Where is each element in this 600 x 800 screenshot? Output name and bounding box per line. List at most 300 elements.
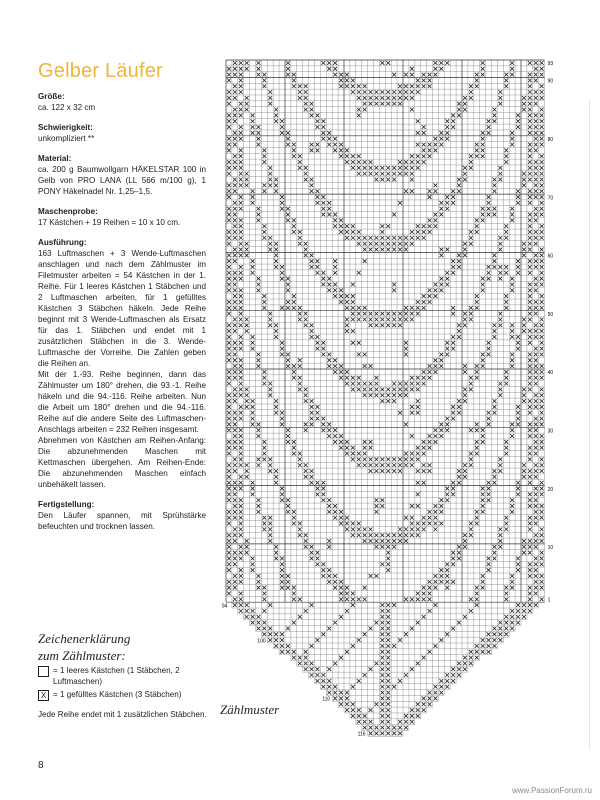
filled-cell xyxy=(392,166,396,170)
filled-cell xyxy=(516,405,520,409)
filled-cell xyxy=(493,323,497,327)
filled-cell xyxy=(528,78,532,82)
filled-cell xyxy=(481,638,485,642)
filled-cell xyxy=(321,195,325,199)
filled-cell xyxy=(528,201,532,205)
filled-cell xyxy=(239,440,243,444)
filled-cell xyxy=(522,609,526,613)
filled-cell xyxy=(422,516,426,520)
filled-cell xyxy=(504,148,508,152)
filled-cell xyxy=(422,376,426,380)
filled-cell xyxy=(239,84,243,88)
filled-cell xyxy=(522,399,526,403)
filled-cell xyxy=(351,224,355,228)
filled-cell xyxy=(257,353,261,357)
filled-cell xyxy=(375,318,379,322)
filled-cell xyxy=(516,189,520,193)
filled-cell xyxy=(239,154,243,158)
filled-cell xyxy=(540,527,544,531)
filled-cell xyxy=(321,283,325,287)
filled-cell xyxy=(363,632,367,636)
filled-cell xyxy=(227,172,231,176)
filled-cell xyxy=(304,312,308,316)
filled-cell xyxy=(304,178,308,182)
filled-cell xyxy=(233,306,237,310)
filled-cell xyxy=(428,189,432,193)
filled-cell xyxy=(504,370,508,374)
filled-cell xyxy=(528,446,532,450)
filled-cell xyxy=(268,242,272,246)
filled-cell xyxy=(522,183,526,187)
filled-cell xyxy=(339,516,343,520)
filled-cell xyxy=(292,656,296,660)
filled-cell xyxy=(451,627,455,631)
filled-cell xyxy=(528,300,532,304)
filled-cell xyxy=(522,603,526,607)
filled-cell xyxy=(268,393,272,397)
filled-cell xyxy=(304,428,308,432)
filled-cell xyxy=(292,224,296,228)
filled-cell xyxy=(451,417,455,421)
filled-cell xyxy=(257,213,261,217)
filled-cell xyxy=(280,644,284,648)
filled-cell xyxy=(422,382,426,386)
filled-cell xyxy=(380,312,384,316)
filled-cell xyxy=(463,318,467,322)
filled-cell xyxy=(327,568,331,572)
filled-cell xyxy=(504,382,508,386)
filled-cell xyxy=(410,714,414,718)
filled-cell xyxy=(457,621,461,625)
filled-cell xyxy=(439,131,443,135)
filled-cell xyxy=(416,504,420,508)
filled-cell xyxy=(504,516,508,520)
filled-cell xyxy=(469,236,473,240)
filled-cell xyxy=(298,318,302,322)
filled-cell xyxy=(292,78,296,82)
filled-cell xyxy=(251,119,255,123)
filled-cell xyxy=(233,73,237,77)
filled-cell xyxy=(227,481,231,485)
filled-cell xyxy=(528,312,532,316)
filled-cell xyxy=(540,370,544,374)
filled-cell xyxy=(375,96,379,100)
filled-cell xyxy=(251,405,255,409)
filled-cell xyxy=(475,78,479,82)
filled-cell xyxy=(528,405,532,409)
filled-cell xyxy=(386,708,390,712)
filled-cell xyxy=(310,405,314,409)
filled-cell xyxy=(510,627,514,631)
filled-cell xyxy=(439,201,443,205)
filled-cell xyxy=(321,277,325,281)
filled-cell xyxy=(386,656,390,660)
filled-cell xyxy=(469,597,473,601)
filled-cell xyxy=(357,463,361,467)
filled-cell xyxy=(516,265,520,269)
filled-cell xyxy=(522,172,526,176)
filled-cell xyxy=(292,73,296,77)
filled-cell xyxy=(351,714,355,718)
filled-cell xyxy=(463,370,467,374)
filled-cell xyxy=(333,574,337,578)
filled-cell xyxy=(363,382,367,386)
filled-cell xyxy=(516,347,520,351)
filled-cell xyxy=(451,201,455,205)
filled-cell xyxy=(534,446,538,450)
filled-cell xyxy=(286,288,290,292)
filled-cell xyxy=(463,178,467,182)
filled-cell xyxy=(428,597,432,601)
filled-cell xyxy=(410,457,414,461)
filled-cell xyxy=(422,696,426,700)
filled-cell xyxy=(268,166,272,170)
filled-cell xyxy=(439,510,443,514)
filled-cell xyxy=(540,393,544,397)
filled-cell xyxy=(262,376,266,380)
filled-cell xyxy=(286,143,290,147)
filled-cell xyxy=(469,661,473,665)
filled-cell xyxy=(239,498,243,502)
filled-cell xyxy=(451,125,455,129)
filled-cell xyxy=(398,539,402,543)
filled-cell xyxy=(239,218,243,222)
filled-cell xyxy=(304,661,308,665)
filled-cell xyxy=(386,539,390,543)
filled-cell xyxy=(534,61,538,65)
filled-cell xyxy=(392,644,396,648)
filled-cell xyxy=(445,562,449,566)
filled-cell xyxy=(292,84,296,88)
filled-cell xyxy=(239,457,243,461)
filled-cell xyxy=(239,557,243,561)
filled-cell xyxy=(357,154,361,158)
filled-cell xyxy=(333,440,337,444)
filled-cell xyxy=(481,510,485,514)
filled-cell xyxy=(528,236,532,240)
filled-cell xyxy=(357,242,361,246)
filled-cell xyxy=(428,288,432,292)
filled-cell xyxy=(439,358,443,362)
filled-cell xyxy=(386,172,390,176)
filled-cell xyxy=(274,411,278,415)
filled-cell xyxy=(251,481,255,485)
filled-cell xyxy=(286,306,290,310)
filled-cell xyxy=(434,213,438,217)
filled-cell xyxy=(404,393,408,397)
filled-cell xyxy=(398,90,402,94)
filled-cell xyxy=(498,236,502,240)
filled-cell xyxy=(416,621,420,625)
filled-cell xyxy=(398,457,402,461)
filled-cell xyxy=(534,189,538,193)
filled-cell xyxy=(327,137,331,141)
execution-paragraph: 163 Luftmaschen + 3 Wende-Luftmaschen anschlagen und nach dem Zählmuster im Filetmuster arbeiten = 54 Kästchen in der 1. Reihe. Für 1 leeres Kästchen 1 Stäbchen und 2 Luftmaschen arbeiten, für 1 gefülltes Kästchen 3 Stäbchen häkeln. Jede Reihe beginnt mit 3 Wende-Luftmaschen als Ersatz für das 1. Stäbchen und endet mit 1 zusätzlichen Stäbchen in die 3. Wende-Luftmasche der Vorreihe. Die Zahlen geben die Reihen an. xyxy=(38,249,206,368)
filled-cell xyxy=(233,143,237,147)
filled-cell xyxy=(257,143,261,147)
filled-cell xyxy=(257,67,261,71)
filled-cell xyxy=(487,271,491,275)
filled-cell xyxy=(351,78,355,82)
filled-cell xyxy=(233,347,237,351)
filled-cell xyxy=(392,236,396,240)
filled-cell xyxy=(534,393,538,397)
filled-cell xyxy=(245,551,249,555)
filled-cell xyxy=(327,539,331,543)
filled-cell xyxy=(522,387,526,391)
filled-cell xyxy=(534,277,538,281)
filled-cell xyxy=(380,166,384,170)
filled-cell xyxy=(339,656,343,660)
filled-cell xyxy=(239,265,243,269)
filled-cell xyxy=(451,487,455,491)
filled-cell xyxy=(239,312,243,316)
filled-cell xyxy=(498,638,502,642)
filled-cell xyxy=(233,399,237,403)
filled-cell xyxy=(316,487,320,491)
filled-cell xyxy=(416,78,420,82)
filled-cell xyxy=(233,440,237,444)
filled-cell xyxy=(534,574,538,578)
filled-cell xyxy=(469,609,473,613)
filled-cell xyxy=(410,306,414,310)
filled-cell xyxy=(375,702,379,706)
filled-cell xyxy=(428,469,432,473)
filled-cell xyxy=(227,382,231,386)
filled-cell xyxy=(380,498,384,502)
filled-cell xyxy=(357,96,361,100)
filled-cell xyxy=(457,399,461,403)
filled-cell xyxy=(522,253,526,257)
filled-cell xyxy=(233,510,237,514)
filled-cell xyxy=(528,218,532,222)
filled-cell xyxy=(445,353,449,357)
filled-cell xyxy=(516,341,520,345)
filled-cell xyxy=(369,440,373,444)
filled-cell xyxy=(292,516,296,520)
filled-cell xyxy=(227,96,231,100)
filled-cell xyxy=(481,218,485,222)
filled-cell xyxy=(257,358,261,362)
filled-cell xyxy=(245,615,249,619)
filled-cell xyxy=(227,300,231,304)
filled-cell xyxy=(280,411,284,415)
filled-cell xyxy=(227,113,231,117)
filled-cell xyxy=(227,592,231,596)
filled-cell xyxy=(380,539,384,543)
filled-cell xyxy=(534,218,538,222)
filled-cell xyxy=(233,539,237,543)
filled-cell xyxy=(239,113,243,117)
filled-cell xyxy=(434,685,438,689)
filled-cell xyxy=(463,667,467,671)
filled-cell xyxy=(233,446,237,450)
filled-cell xyxy=(227,125,231,129)
filled-cell xyxy=(274,335,278,339)
filled-cell xyxy=(434,73,438,77)
filled-cell xyxy=(257,422,261,426)
filled-cell xyxy=(398,166,402,170)
filled-cell xyxy=(510,213,514,217)
filled-cell xyxy=(345,702,349,706)
filled-cell xyxy=(451,312,455,316)
filled-cell xyxy=(528,603,532,607)
row-number: 80 xyxy=(547,137,554,144)
filled-cell xyxy=(286,364,290,368)
filled-cell xyxy=(239,510,243,514)
filled-cell xyxy=(245,172,249,176)
filled-cell xyxy=(498,166,502,170)
filled-cell xyxy=(227,487,231,491)
filled-cell xyxy=(540,61,544,65)
filled-cell xyxy=(316,411,320,415)
filled-cell xyxy=(451,113,455,117)
filled-cell xyxy=(386,387,390,391)
filled-cell xyxy=(380,242,384,246)
filled-cell xyxy=(469,230,473,234)
filled-cell xyxy=(410,527,414,531)
filled-cell xyxy=(333,218,337,222)
filled-cell xyxy=(386,323,390,327)
filled-cell xyxy=(416,154,420,158)
filled-cell xyxy=(369,236,373,240)
filled-cell xyxy=(333,580,337,584)
filled-cell xyxy=(481,358,485,362)
filled-cell xyxy=(351,312,355,316)
filled-cell xyxy=(268,527,272,531)
filled-cell xyxy=(339,154,343,158)
filled-cell xyxy=(268,178,272,182)
filled-cell xyxy=(345,154,349,158)
filled-cell xyxy=(481,434,485,438)
filled-cell xyxy=(357,90,361,94)
filled-cell xyxy=(351,283,355,287)
filled-cell xyxy=(292,306,296,310)
filled-cell xyxy=(540,446,544,450)
filled-cell xyxy=(445,277,449,281)
filled-cell xyxy=(292,650,296,654)
filled-cell xyxy=(239,207,243,211)
filled-cell xyxy=(398,84,402,88)
filled-cell xyxy=(534,422,538,426)
filled-cell xyxy=(386,673,390,677)
filled-cell xyxy=(534,78,538,82)
difficulty-label: Schwierigkeit: xyxy=(38,123,93,132)
filled-cell xyxy=(321,422,325,426)
filled-cell xyxy=(298,236,302,240)
filled-cell xyxy=(239,224,243,228)
filled-cell xyxy=(227,312,231,316)
filled-cell xyxy=(239,475,243,479)
filled-cell xyxy=(316,201,320,205)
filled-cell xyxy=(386,667,390,671)
filled-cell xyxy=(321,61,325,65)
filled-cell xyxy=(245,603,249,607)
filled-cell xyxy=(239,370,243,374)
filled-cell xyxy=(504,306,508,310)
filled-cell xyxy=(280,417,284,421)
filled-cell xyxy=(375,90,379,94)
filled-cell xyxy=(404,632,408,636)
filled-cell xyxy=(422,236,426,240)
gauge-value: 17 Kästchen + 19 Reihen = 10 x 10 cm. xyxy=(38,218,181,227)
filled-cell xyxy=(422,469,426,473)
filled-cell xyxy=(316,667,320,671)
filled-cell xyxy=(510,428,514,432)
filled-cell xyxy=(298,364,302,368)
filled-cell xyxy=(380,96,384,100)
filled-cell xyxy=(439,685,443,689)
filled-cell xyxy=(380,679,384,683)
filled-cell xyxy=(257,434,261,438)
filled-cell xyxy=(457,253,461,257)
filled-cell xyxy=(268,638,272,642)
filled-cell xyxy=(345,329,349,333)
filled-cell xyxy=(540,574,544,578)
filled-cell xyxy=(493,259,497,263)
filled-cell xyxy=(333,428,337,432)
gauge-label: Maschenprobe: xyxy=(38,207,98,216)
material-value: ca. 200 g Baumwollgarn HÄKELSTAR 100 in Gelb von PRO LANA (LL 566 m/100 g), 1 PONY Häkelnadel Nr. 1,25–1,5. xyxy=(38,165,206,196)
filled-cell xyxy=(304,90,308,94)
filled-cell xyxy=(357,597,361,601)
filled-cell xyxy=(522,463,526,467)
filled-cell xyxy=(386,457,390,461)
filled-cell xyxy=(504,632,508,636)
filled-cell xyxy=(428,148,432,152)
filled-cell xyxy=(439,422,443,426)
filled-cell xyxy=(540,341,544,345)
filled-cell xyxy=(534,475,538,479)
filled-cell xyxy=(345,592,349,596)
filled-cell xyxy=(434,580,438,584)
filled-cell xyxy=(434,603,438,607)
filled-cell xyxy=(510,586,514,590)
filled-cell xyxy=(274,183,278,187)
filled-cell xyxy=(227,358,231,362)
filled-cell xyxy=(233,166,237,170)
filled-cell xyxy=(233,562,237,566)
filled-cell xyxy=(439,498,443,502)
filled-cell xyxy=(404,382,408,386)
filled-cell xyxy=(510,364,514,368)
filled-cell xyxy=(451,667,455,671)
filled-cell xyxy=(257,137,261,141)
filled-cell xyxy=(304,84,308,88)
filled-cell xyxy=(375,731,379,735)
filled-cell xyxy=(316,195,320,199)
filled-cell xyxy=(327,504,331,508)
filled-cell xyxy=(498,271,502,275)
filled-cell xyxy=(280,557,284,561)
filled-cell xyxy=(540,510,544,514)
filled-cell xyxy=(528,492,532,496)
legend-title-line1: Zeichenerklärung xyxy=(38,631,131,646)
filled-cell xyxy=(363,248,367,252)
filled-cell xyxy=(262,452,266,456)
filled-cell xyxy=(274,475,278,479)
filled-cell xyxy=(528,335,532,339)
filled-cell xyxy=(498,393,502,397)
filled-cell xyxy=(239,527,243,531)
filled-cell xyxy=(534,335,538,339)
row-number: 50 xyxy=(547,311,554,318)
filled-cell xyxy=(298,160,302,164)
filled-cell xyxy=(327,201,331,205)
filled-cell xyxy=(510,73,514,77)
filled-cell xyxy=(310,148,314,152)
filled-cell xyxy=(257,504,261,508)
